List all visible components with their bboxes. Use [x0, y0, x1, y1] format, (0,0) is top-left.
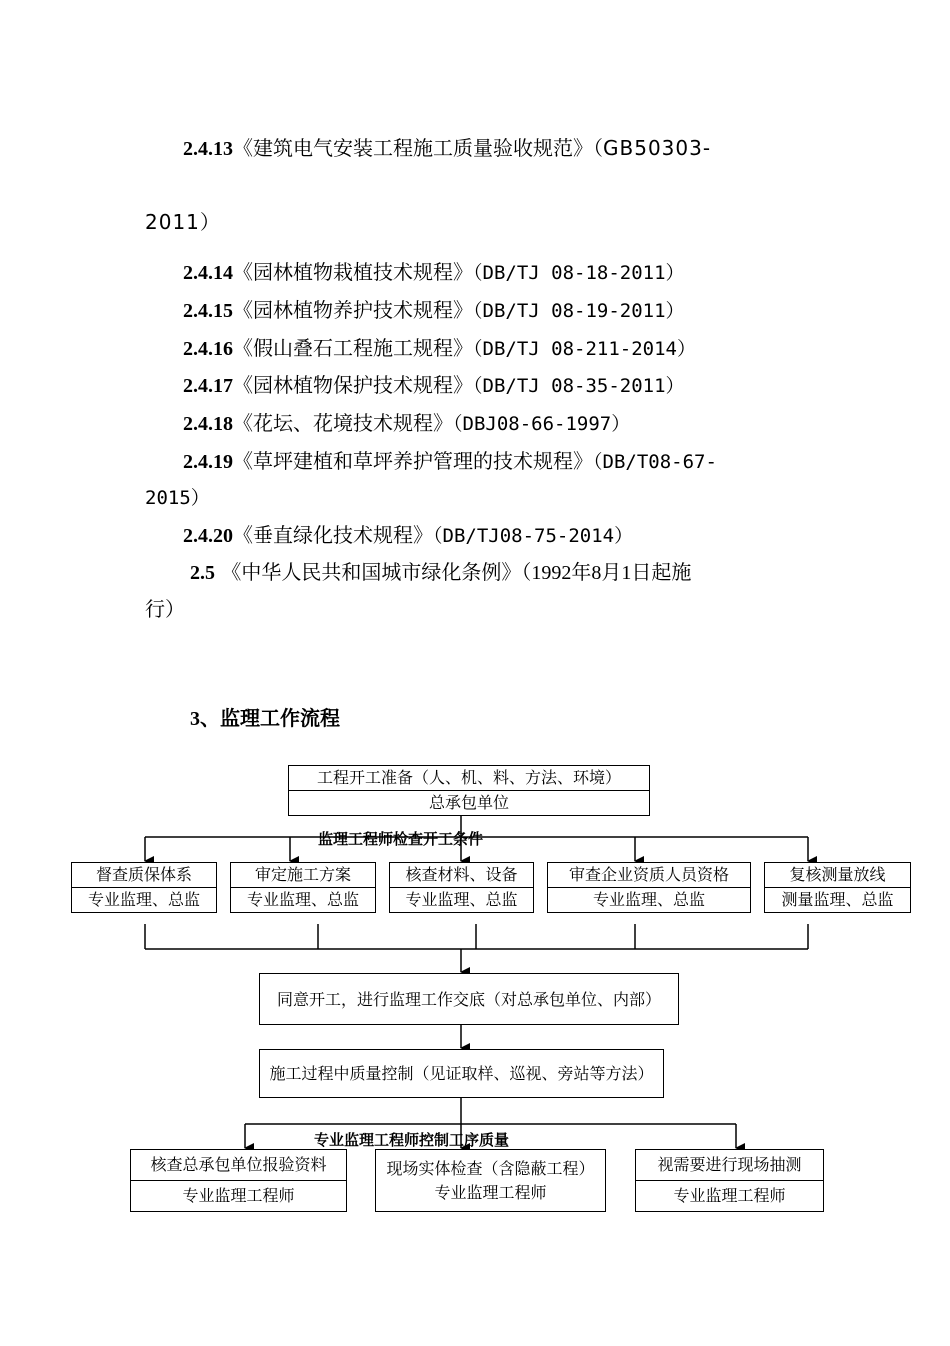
flow-check-task: 复核测量放线	[765, 863, 910, 888]
regulation-number: 2.5	[190, 562, 215, 584]
flow-check-party: 专业监理、总监	[592, 890, 705, 909]
flow-check-party: 测量监理、总监	[781, 890, 894, 909]
standard-code: （DB/T08-67-	[593, 451, 717, 473]
regulation-text-continued: 行）	[145, 597, 185, 621]
regulation-day-char: 日起施	[631, 560, 692, 584]
flow-final-task: 视需要进行现场抽测	[636, 1150, 823, 1181]
standard-code: （DB/TJ08-75-2014）	[433, 525, 634, 547]
standard-title: 《园林植物保护技术规程》	[233, 373, 473, 397]
standard-code-continued: 2015）	[145, 487, 210, 509]
standard-code: （DB/TJ 08-19-2011）	[473, 300, 685, 322]
flow-check-task: 审查企业资质人员资格	[548, 863, 750, 888]
flow-control-text: 施工过程中质量控制（见证取样、巡视、旁站等方法）	[269, 1064, 654, 1083]
section-number: 3	[190, 708, 200, 730]
flow-check-box-survey	[764, 862, 911, 913]
flow-check-box-materials	[389, 862, 534, 913]
flow-check-box-construction-plan	[230, 862, 376, 913]
standard-code-open: （	[593, 136, 603, 160]
standard-number: 2.4.17	[183, 375, 233, 397]
flow-check-task: 督查质保体系	[72, 863, 216, 888]
standard-number: 2.4.16	[183, 338, 233, 360]
flow-approve-box	[259, 973, 679, 1025]
flow-check-task: 核查材料、设备	[390, 863, 533, 888]
standard-number: 2.4.13	[183, 138, 233, 160]
standard-code: （DB/TJ 08-35-2011）	[473, 375, 685, 397]
flow-start-party: 总承包单位	[428, 793, 509, 812]
standard-code: （DB/TJ 08-18-2011）	[473, 262, 685, 284]
flow-final-party: 专业监理工程师	[673, 1186, 786, 1205]
standard-title: 《园林植物栽植技术规程》	[233, 260, 473, 284]
regulation-month-char: 月	[601, 560, 622, 584]
flow-start-box	[288, 765, 650, 816]
standard-number: 2.4.15	[183, 300, 233, 322]
flow-check-box-qualification	[547, 862, 751, 913]
flow-check-party: 专业监理、总监	[87, 890, 200, 909]
flow-start-task: 工程开工准备（人、机、料、方法、环境）	[289, 766, 649, 791]
standard-number: 2.4.14	[183, 262, 233, 284]
flow-check-party: 专业监理、总监	[405, 890, 518, 909]
flow-check-party: 专业监理、总监	[246, 890, 359, 909]
flow-label-quality: 专业监理工程师控制工序质量	[314, 1131, 510, 1149]
standard-title: 《园林植物养护技术规程》	[233, 298, 473, 322]
flow-final-party: 专业监理工程师	[182, 1186, 295, 1205]
flow-check-box-quality-system	[71, 862, 217, 913]
standard-code: （DB/TJ 08-211-2014）	[473, 338, 696, 360]
regulation-month: 8	[591, 562, 602, 584]
flow-final-task: 核查总承包单位报验资料	[131, 1150, 346, 1181]
flow-control-box	[259, 1049, 664, 1098]
standard-title: 《花坛、花境技术规程》	[233, 411, 453, 435]
standard-title: 《草坪建植和草坪养护管理的技术规程》	[233, 449, 593, 473]
standard-number: 2.4.20	[183, 525, 233, 547]
standard-title: 《假山叠石工程施工规程》	[233, 336, 473, 360]
flow-final-box-report-review	[130, 1149, 347, 1212]
standard-code: GB50303-	[603, 136, 712, 160]
regulation-year-char: 年	[571, 560, 592, 584]
flow-final-text: 现场实体检查（含隐蔽工程）专业监理工程师	[386, 1158, 595, 1202]
flow-check-task: 审定施工方案	[231, 863, 375, 888]
standard-title: 《垂直绿化技术规程》	[233, 523, 433, 547]
standard-code-continued: 2011）	[145, 210, 221, 234]
standard-code: （DBJ08-66-1997）	[453, 413, 631, 435]
regulation-day: 1	[621, 562, 632, 584]
flow-label-check: 监理工程师检查开工条件	[318, 830, 484, 848]
standard-number: 2.4.19	[183, 451, 233, 473]
flow-final-box-spot-test	[635, 1149, 824, 1212]
flow-approve-text: 同意开工，进行监理工作交底（对总承包单位、内部）	[276, 989, 661, 1009]
regulation-text: 《中华人民共和国城市绿化条例》（	[221, 560, 532, 584]
flow-final-box-site-inspection	[375, 1149, 606, 1212]
standard-number: 2.4.18	[183, 413, 233, 435]
regulation-year: 1992	[531, 562, 572, 584]
standard-title: 《建筑电气安装工程施工质量验收规范》	[233, 136, 593, 160]
section-title: 、监理工作流程	[200, 706, 340, 730]
